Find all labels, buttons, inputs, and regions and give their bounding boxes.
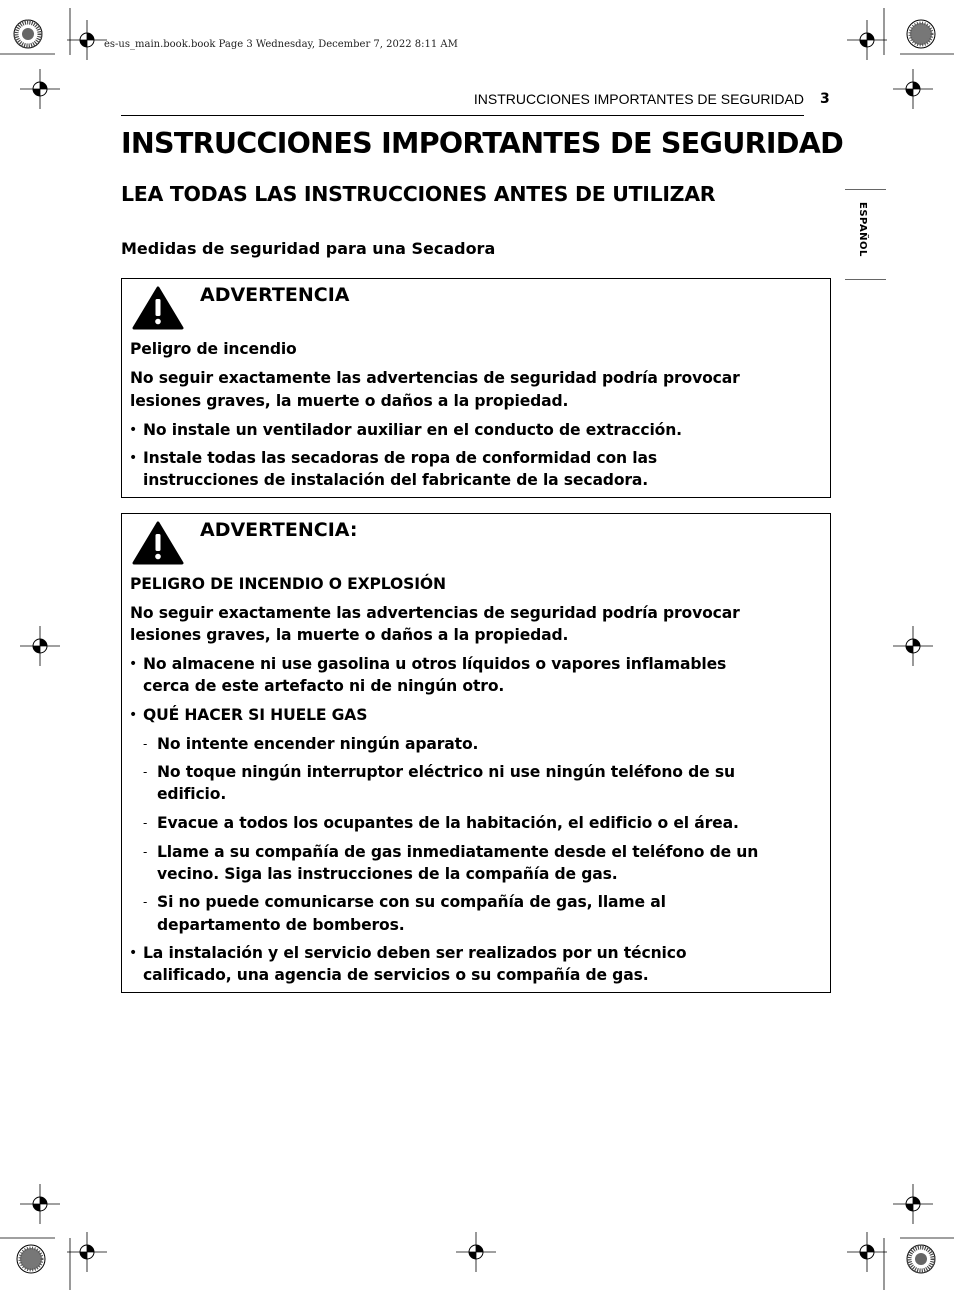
bullet-item: No almacene ni use gasolina u otros líquidos o vapores inflamables (143, 655, 727, 673)
warning-triangle-icon (132, 285, 184, 331)
bullet-glyph: • (129, 707, 138, 723)
warning-title: ADVERTENCIA (200, 284, 350, 306)
hazard-heading: Peligro de incendio (130, 340, 297, 358)
warning-box-explosion (121, 513, 831, 993)
bullet-glyph: • (129, 450, 138, 466)
bullet-item: cerca de este artefacto ni de ningún otro. (143, 677, 505, 695)
dash-glyph: - (143, 816, 148, 830)
sub-item: vecino. Siga las instrucciones de la compañía de gas. (157, 865, 618, 883)
bullet-glyph: • (129, 945, 138, 961)
warning-box-fire (121, 278, 831, 498)
warning-intro-line: lesiones graves, la muerte o daños a la propiedad. (130, 392, 569, 410)
section-heading: Medidas de seguridad para una Secadora (121, 239, 496, 258)
dash-glyph: - (143, 895, 148, 909)
sub-item: Evacue a todos los ocupantes de la habitación, el edificio o el área. (157, 814, 739, 832)
bullet-item: calificado, una agencia de servicios o su compañía de gas. (143, 966, 649, 984)
language-tab (845, 189, 886, 280)
hazard-heading: PELIGRO DE INCENDIO O EXPLOSIÓN (130, 575, 446, 593)
bullet-item: La instalación y el servicio deben ser realizados por un técnico (143, 944, 687, 962)
sub-item: edificio. (157, 785, 227, 803)
sub-item: No toque ningún interruptor eléctrico ni use ningún teléfono de su (157, 763, 735, 781)
language-tab-label: ESPAÑOL (857, 202, 868, 257)
bullet-glyph: • (129, 656, 138, 672)
warning-title: ADVERTENCIA: (200, 519, 358, 541)
sub-item: departamento de bomberos. (157, 916, 405, 934)
sub-item: No intente encender ningún aparato. (157, 735, 479, 753)
print-slug: es-us_main.book.book Page 3 Wednesday, December 7, 2022 8:11 AM (104, 39, 458, 50)
warning-intro-line: No seguir exactamente las advertencias de seguridad podría provocar (130, 369, 740, 387)
bullet-item: QUÉ HACER SI HUELE GAS (143, 706, 368, 724)
page-number: 3 (820, 91, 830, 107)
sub-item: Llame a su compañía de gas inmediatamente desde el teléfono de un (157, 843, 759, 861)
warning-intro-line: lesiones graves, la muerte o daños a la propiedad. (130, 626, 569, 644)
warning-intro-line: No seguir exactamente las advertencias de seguridad podría provocar (130, 604, 740, 622)
page-title: INSTRUCCIONES IMPORTANTES DE SEGURIDAD (121, 127, 844, 160)
running-header: INSTRUCCIONES IMPORTANTES DE SEGURIDAD (121, 89, 804, 116)
sub-item: Si no puede comunicarse con su compañía de gas, llame al (157, 893, 666, 911)
bullet-item: instrucciones de instalación del fabricante de la secadora. (143, 471, 649, 489)
bullet-glyph: • (129, 422, 138, 438)
dash-glyph: - (143, 737, 148, 751)
dash-glyph: - (143, 845, 148, 859)
warning-triangle-icon (132, 520, 184, 566)
dash-glyph: - (143, 765, 148, 779)
bullet-item: No instale un ventilador auxiliar en el conducto de extracción. (143, 421, 682, 439)
page-subtitle: LEA TODAS LAS INSTRUCCIONES ANTES DE UTILIZAR (121, 182, 716, 206)
bullet-item: Instale todas las secadoras de ropa de conformidad con las (143, 449, 657, 467)
